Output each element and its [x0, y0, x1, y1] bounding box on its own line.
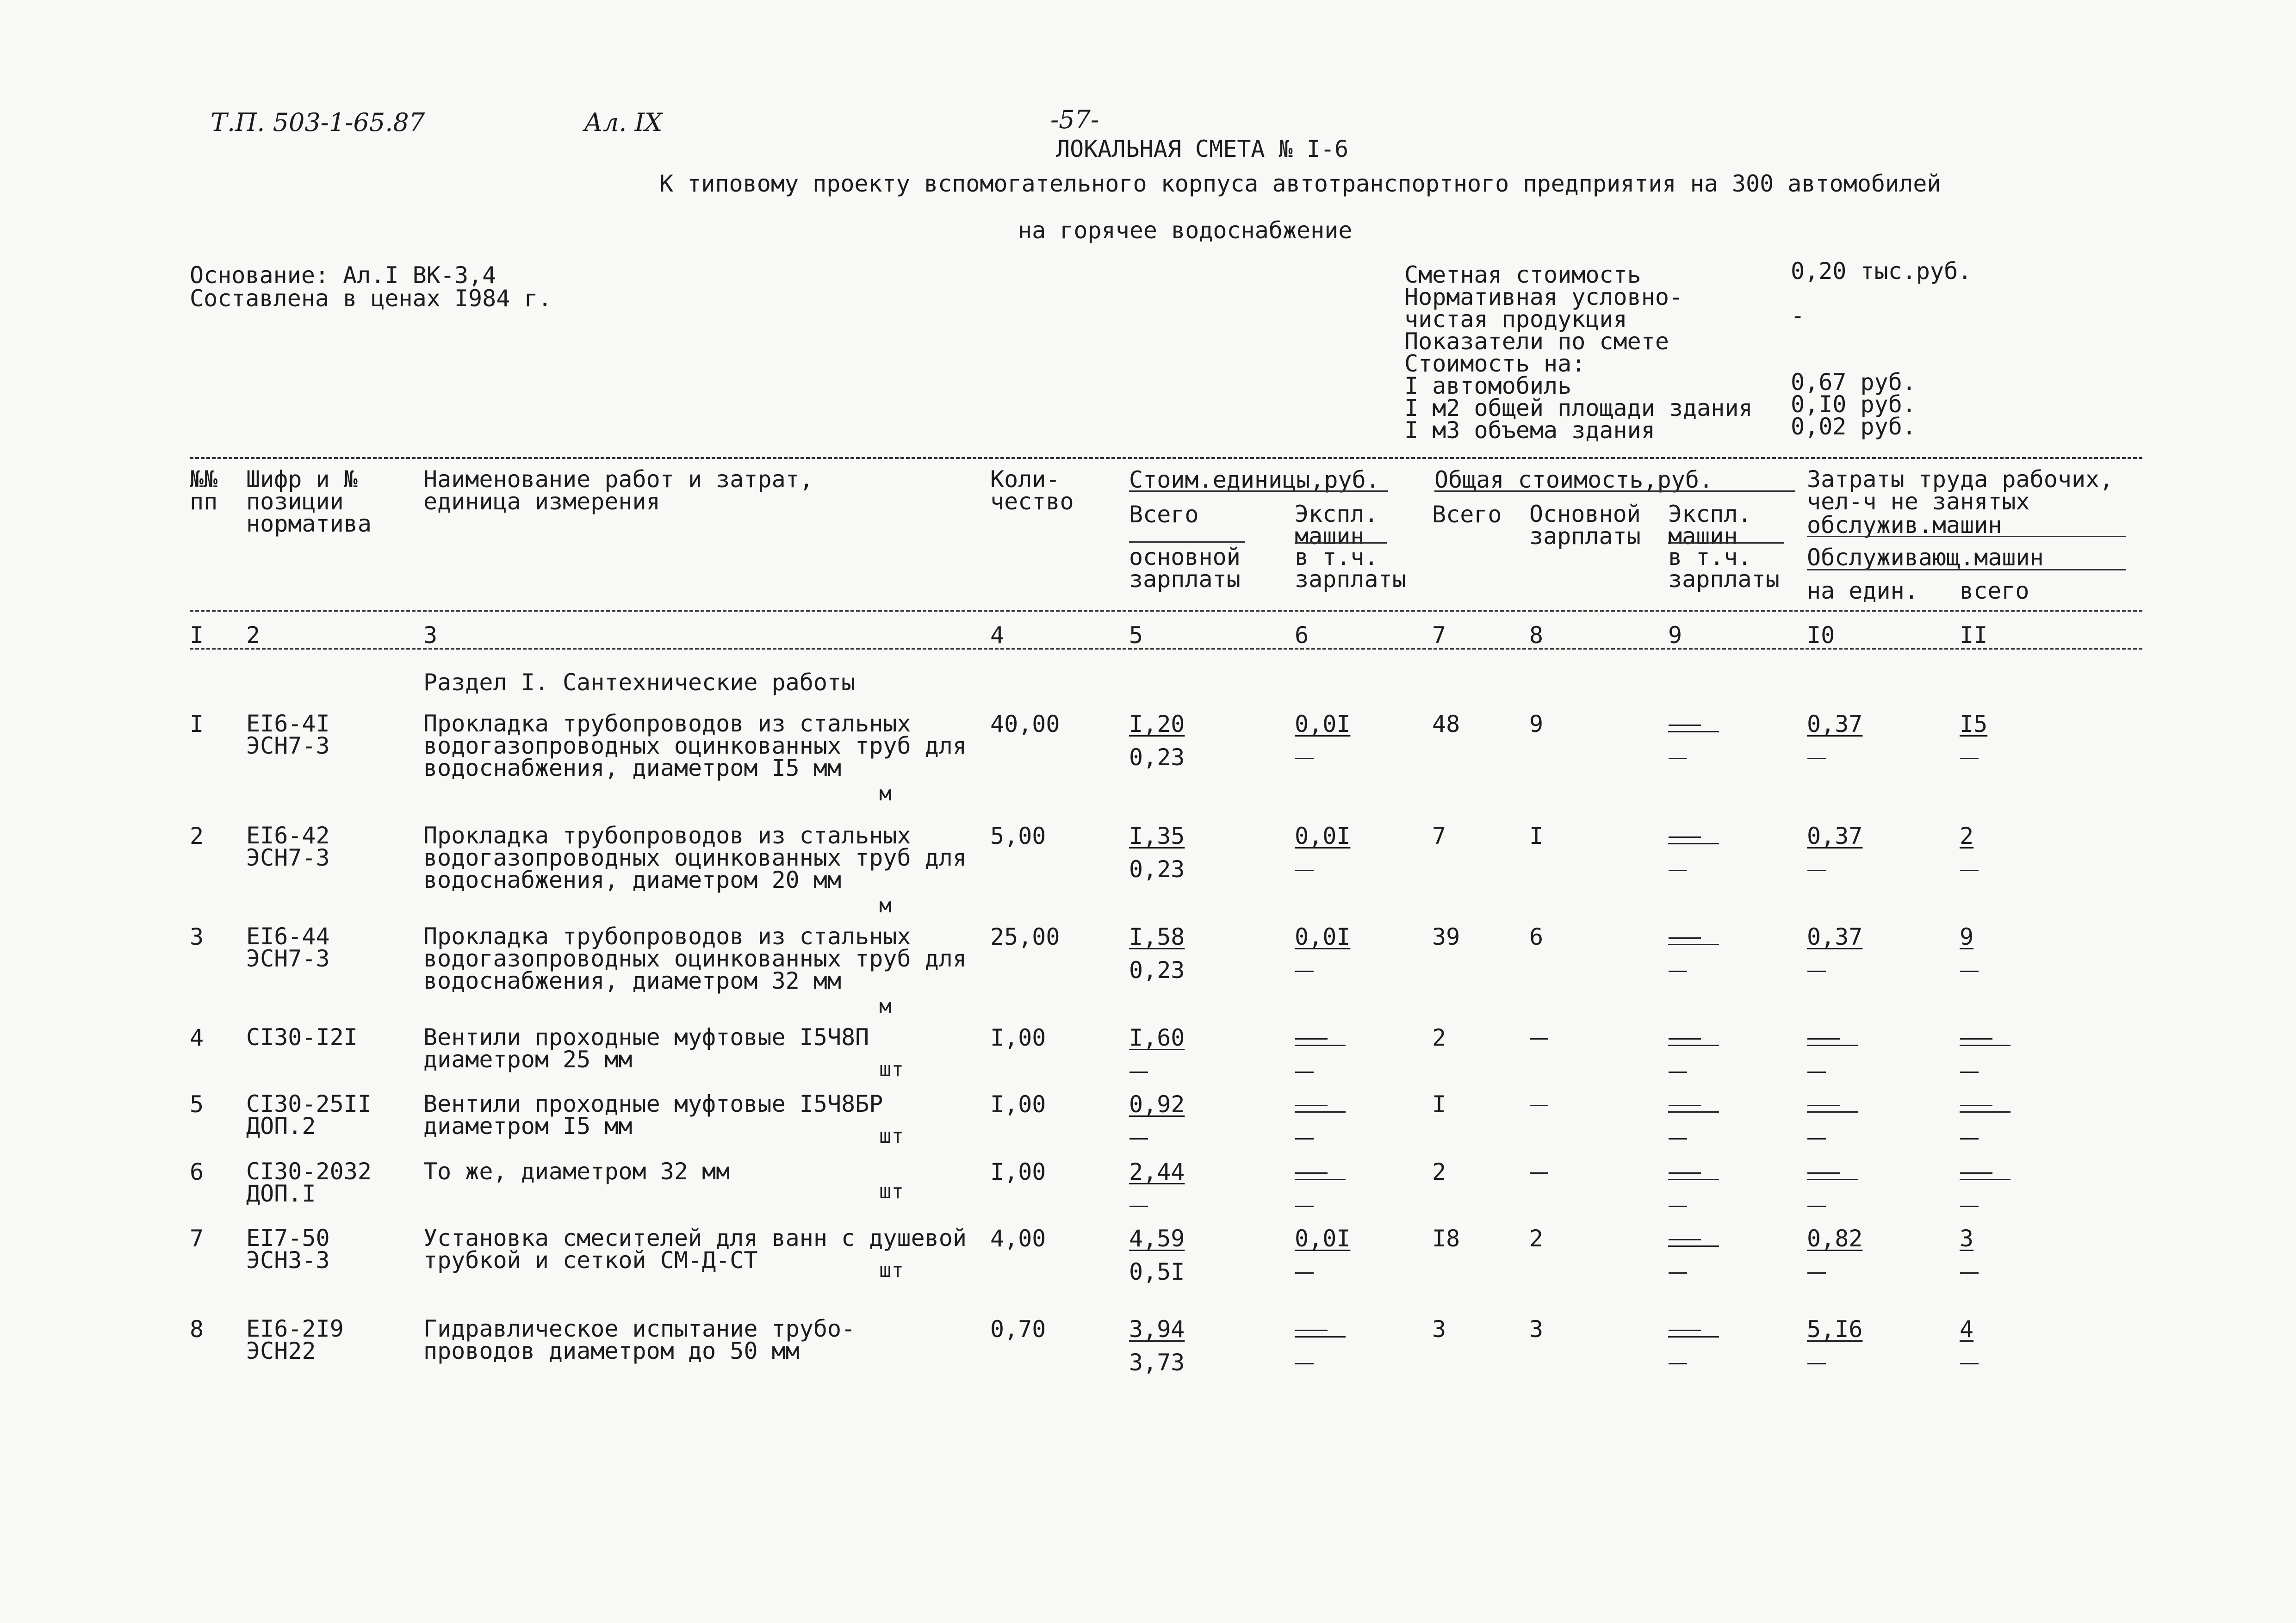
col-header-5-top: Всего — [1129, 501, 1199, 528]
row-norm-code: СI30-I2I — [246, 1024, 358, 1051]
row-number: 2 — [190, 823, 204, 849]
col-header-10: на един. — [1807, 577, 1918, 604]
row-unit-machine-cost — [1295, 1330, 1346, 1338]
dash-mark — [1295, 1206, 1314, 1207]
row-total-cost: 7 — [1432, 823, 1446, 849]
dash-mark — [1807, 971, 1826, 972]
row-unit-cost-wages — [1129, 1072, 1148, 1073]
dash-mark — [1295, 1072, 1314, 1073]
dash-mark — [1807, 1138, 1826, 1140]
row-total-machine-cost — [1668, 836, 1719, 844]
row-total-machine-wages — [1668, 971, 1687, 973]
row-total-machine-wages — [1668, 1206, 1687, 1208]
row-norm-code: СI30-2032 ДОП.I — [246, 1158, 372, 1207]
row-labor-per-unit: 0,37 — [1807, 711, 1863, 737]
unit-cost-underline — [1129, 490, 1388, 492]
col-number-3: 3 — [423, 622, 438, 649]
row-number: 8 — [190, 1316, 204, 1343]
fraction-line — [1807, 1179, 1858, 1180]
dash-mark — [1669, 1072, 1687, 1073]
row-total-cost: 2 — [1432, 1158, 1446, 1185]
row-unit-cost-total: 2,44 — [1129, 1158, 1185, 1185]
dash-mark — [1295, 1105, 1328, 1106]
dash-mark — [1530, 1172, 1548, 1174]
dash-mark — [1669, 1330, 1701, 1331]
row-labor-per-unit-machines — [1807, 1272, 1826, 1274]
row-total-wages: I — [1529, 823, 1544, 849]
row-labor-total: 3 — [1960, 1225, 1974, 1252]
row-total-cost: 2 — [1432, 1024, 1446, 1051]
row-quantity: 4,00 — [990, 1225, 1046, 1252]
row-unit-cost-wages: 0,5I — [1129, 1258, 1185, 1285]
row-labor-per-unit — [1807, 1105, 1858, 1113]
row-labor-total — [1960, 1105, 2011, 1113]
fraction-line — [1295, 1045, 1346, 1046]
dash-mark — [1669, 1105, 1701, 1106]
row-total-machine-cost — [1668, 1330, 1719, 1338]
row-total-machine-wages — [1668, 1272, 1687, 1274]
col-header-qty: Коли- чество — [990, 466, 1074, 515]
dash-mark — [1960, 1072, 1979, 1073]
row-work-name: Прокладка трубопроводов из стальных водогазопроводных оцинкованных труб для водоснабжения, диаметром 32 мм — [423, 923, 967, 994]
col-number-1: I — [190, 622, 204, 649]
row-unit: шт — [879, 1124, 904, 1148]
dash-mark — [1295, 971, 1314, 972]
row-labor-total-machines — [1960, 1206, 1979, 1208]
col-header-9-bottom: в т.ч. зарплаты — [1668, 544, 1780, 593]
row-labor-total-machines — [1960, 1363, 1979, 1365]
dash-mark — [1807, 1206, 1826, 1207]
row-work-name: То же, диаметром 32 мм — [423, 1158, 730, 1185]
row-unit-cost-wages — [1129, 1138, 1148, 1140]
row-total-machine-wages — [1668, 870, 1687, 872]
album-ref: Ал. IX — [584, 108, 663, 137]
col-header-6-top: Экспл. машин — [1295, 501, 1378, 550]
row-unit-machine-wages — [1295, 1206, 1314, 1208]
dash-mark — [1129, 1206, 1148, 1207]
fraction-line — [1668, 1179, 1719, 1180]
fraction-line — [1295, 1111, 1346, 1113]
row-work-name: Вентили проходные муфтовые I5Ч8П диаметром 25 мм — [423, 1024, 869, 1073]
row-total-machine-cost — [1668, 1172, 1719, 1180]
row-total-machine-cost — [1668, 937, 1719, 945]
row-quantity: 25,00 — [990, 923, 1060, 950]
col-number-11: II — [1960, 622, 1988, 649]
row-unit-cost-total: I,20 — [1129, 711, 1185, 737]
row-labor-total: 2 — [1960, 823, 1974, 849]
row-labor-total-machines — [1960, 1072, 1979, 1073]
row-quantity: 0,70 — [990, 1316, 1046, 1343]
row-total-wages — [1529, 1172, 1548, 1174]
col-number-2: 2 — [246, 622, 261, 649]
document-title: ЛОКАЛЬНАЯ СМЕТА № I-6 — [1056, 136, 1349, 162]
row-unit: шт — [879, 1058, 904, 1081]
row-unit-machine-cost: 0,0I — [1295, 923, 1351, 950]
dash-mark — [1295, 1272, 1314, 1274]
row-labor-per-unit: 0,37 — [1807, 923, 1863, 950]
row-total-machine-cost — [1668, 725, 1719, 732]
row-total-wages: 6 — [1529, 923, 1544, 950]
dash-mark — [1960, 758, 1979, 759]
dash-mark — [1669, 971, 1687, 972]
row-norm-code: ЕI6-2I9 ЭСН22 — [246, 1315, 344, 1364]
column-numbers-border — [190, 648, 2142, 650]
row-norm-code: СI30-25II ДОП.2 — [246, 1090, 372, 1140]
dash-mark — [1669, 1172, 1701, 1174]
col-number-4: 4 — [990, 622, 1005, 649]
row-unit: м — [879, 995, 892, 1018]
row-unit: м — [879, 782, 892, 805]
col-header-8: Основной зарплаты — [1529, 501, 1641, 550]
row-total-wages — [1529, 1038, 1548, 1040]
col-header-5-bottom: основной зарплаты — [1129, 544, 1241, 593]
total-cost-underline — [1434, 490, 1795, 492]
row-number: 4 — [190, 1024, 204, 1051]
labor-underline-1 — [1807, 536, 2126, 537]
col-header-code: Шифр и № позиции норматива — [246, 466, 372, 537]
fraction-line — [1295, 1336, 1346, 1338]
dash-mark — [1129, 1072, 1148, 1073]
row-unit-cost-wages: 3,73 — [1129, 1349, 1185, 1376]
row-total-cost: 39 — [1432, 923, 1460, 950]
row-labor-per-unit-machines — [1807, 1072, 1826, 1073]
dash-mark — [1669, 1363, 1687, 1364]
row-unit-cost-total: 4,59 — [1129, 1225, 1185, 1252]
dash-mark — [1295, 1038, 1328, 1040]
row-unit-cost-wages: 0,23 — [1129, 744, 1185, 771]
col-header-7: Всего — [1432, 501, 1502, 528]
dash-mark — [1669, 1038, 1701, 1040]
col-header-6-bottom: в т.ч. зарплаты — [1295, 544, 1406, 593]
dash-mark — [1295, 1172, 1328, 1174]
fraction-line — [1807, 1111, 1858, 1113]
dash-mark — [1669, 1239, 1701, 1240]
row-unit-cost-wages — [1129, 1206, 1148, 1208]
dash-mark — [1960, 971, 1979, 972]
fraction-line — [1960, 1111, 2011, 1113]
dash-mark — [1960, 1272, 1979, 1274]
row-total-cost: 48 — [1432, 711, 1460, 737]
dash-mark — [1530, 1038, 1548, 1040]
row-total-machine-cost — [1668, 1105, 1719, 1113]
dash-mark — [1960, 870, 1979, 871]
col-group-unit-cost: Стоим.единицы,руб. — [1129, 466, 1380, 493]
row-unit-machine-cost — [1295, 1038, 1346, 1046]
col-labor-sub: обслужив.машин — [1807, 512, 2002, 539]
row-number: 3 — [190, 923, 204, 950]
row-unit-cost-total: I,35 — [1129, 823, 1185, 849]
row-labor-per-unit — [1807, 1038, 1858, 1046]
dash-mark — [1129, 1138, 1148, 1140]
dash-mark — [1669, 725, 1701, 726]
col-header-9-top: Экспл. машин — [1668, 501, 1752, 550]
row-labor-per-unit: 0,82 — [1807, 1225, 1863, 1252]
dash-mark — [1807, 1272, 1826, 1274]
row-number: 5 — [190, 1091, 204, 1118]
dash-mark — [1669, 836, 1701, 838]
row-number: 6 — [190, 1158, 204, 1185]
row-labor-per-unit-machines — [1807, 870, 1826, 872]
row-unit-cost-total: I,58 — [1129, 923, 1185, 950]
dash-mark — [1807, 1072, 1826, 1073]
dash-mark — [1669, 1272, 1687, 1274]
row-unit-cost-wages: 0,23 — [1129, 957, 1185, 984]
dash-mark — [1295, 758, 1314, 759]
row-norm-code: ЕI6-42 ЭСН7-3 — [246, 822, 330, 871]
row-quantity: I,00 — [990, 1091, 1046, 1118]
row-work-name: Установка смесителей для ванн с душевой трубкой и сеткой СМ-Д-СТ — [423, 1225, 967, 1274]
row-unit-machine-cost: 0,0I — [1295, 823, 1351, 849]
fraction-line — [1295, 1179, 1346, 1180]
header-bottom-border — [190, 610, 2142, 612]
fraction-line — [1668, 843, 1719, 844]
row-unit-machine-wages — [1295, 758, 1314, 760]
dash-mark — [1807, 1105, 1840, 1106]
dash-mark — [1669, 1206, 1687, 1207]
row-unit: шт — [879, 1180, 904, 1203]
row-work-name: Гидравлическое испытание трубо- проводов диаметром до 50 мм — [423, 1315, 856, 1364]
fraction-line — [1807, 1045, 1858, 1046]
row-quantity: I,00 — [990, 1158, 1046, 1185]
labor-underline-2 — [1807, 569, 2126, 570]
row-norm-code: ЕI6-44 ЭСН7-3 — [246, 923, 330, 972]
row-total-machine-wages — [1668, 1072, 1687, 1073]
row-total-cost: 3 — [1432, 1316, 1446, 1343]
row-norm-code: ЕI7-50 ЭСН3-3 — [246, 1225, 330, 1274]
dash-mark — [1960, 1138, 1979, 1140]
fraction-line — [1960, 1045, 2011, 1046]
col-number-8: 8 — [1529, 622, 1544, 649]
row-unit-machine-wages — [1295, 1272, 1314, 1274]
dash-mark — [1807, 758, 1826, 759]
row-labor-per-unit-machines — [1807, 971, 1826, 973]
row-unit-machine-cost — [1295, 1172, 1346, 1180]
col-number-5: 5 — [1129, 622, 1143, 649]
row-work-name: Прокладка трубопроводов из стальных водогазопроводных оцинкованных труб для водоснабжения, диаметром 20 мм — [423, 822, 967, 893]
prices-year-line: Составлена в ценах I984 г. — [190, 285, 552, 312]
fraction-line — [1668, 1336, 1719, 1338]
row-labor-total — [1960, 1172, 2011, 1180]
row-unit-cost-total: 3,94 — [1129, 1316, 1185, 1343]
row-unit-cost-total: I,60 — [1129, 1024, 1185, 1051]
row-labor-total: I5 — [1960, 711, 1988, 737]
dash-mark — [1960, 1363, 1979, 1364]
col-number-9: 9 — [1668, 622, 1682, 649]
row-total-wages: 3 — [1529, 1316, 1544, 1343]
row-number: 7 — [190, 1225, 204, 1252]
row-labor-total — [1960, 1038, 2011, 1046]
dash-mark — [1295, 1363, 1314, 1364]
fraction-line — [1668, 944, 1719, 945]
row-labor-total-machines — [1960, 870, 1979, 872]
row-labor-total-machines — [1960, 1138, 1979, 1140]
document-subtitle-2: на горячее водоснабжение — [1018, 217, 1353, 244]
col-header-11: всего — [1960, 577, 2029, 604]
row-total-machine-wages — [1668, 1138, 1687, 1140]
row-total-machine-wages — [1668, 758, 1687, 760]
dash-mark — [1669, 937, 1701, 939]
dash-mark — [1295, 1138, 1314, 1140]
row-unit-cost-wages: 0,23 — [1129, 856, 1185, 883]
col-group-labor: Затраты труда рабочих, чел-ч не занятых — [1807, 466, 2114, 515]
row-work-name: Вентили проходные муфтовые I5Ч8БР диаметром I5 мм — [423, 1090, 883, 1140]
col-number-6: 6 — [1295, 622, 1309, 649]
document-subtitle: К типовому проекту вспомогательного корпуса автотранспортного предприятия на 300 автомобилей — [659, 170, 1941, 197]
dash-mark — [1960, 1172, 1992, 1174]
dash-mark — [1960, 1105, 1992, 1106]
summary-values: 0,20 тыс.руб. - 0,67 руб. 0,I0 руб. 0,02 руб. — [1791, 258, 1972, 440]
dash-mark — [1807, 870, 1826, 871]
row-unit-machine-cost: 0,0I — [1295, 1225, 1351, 1252]
row-labor-total-machines — [1960, 971, 1979, 973]
fraction-line — [1960, 1179, 2011, 1180]
col-number-7: 7 — [1432, 622, 1446, 649]
row-norm-code: ЕI6-4I ЭСН7-3 — [246, 710, 330, 759]
row-total-machine-cost — [1668, 1239, 1719, 1247]
row-total-wages: 9 — [1529, 711, 1544, 737]
dash-mark — [1960, 1206, 1979, 1207]
dash-mark — [1807, 1172, 1840, 1174]
row-labor-total-machines — [1960, 1272, 1979, 1274]
dash-mark — [1530, 1105, 1548, 1106]
row-total-wages: 2 — [1529, 1225, 1544, 1252]
basis-line: Основание: Ал.I ВК-3,4 — [190, 262, 496, 289]
row-unit-machine-wages — [1295, 1138, 1314, 1140]
row-unit-cost-total: 0,92 — [1129, 1091, 1185, 1118]
row-total-cost: I — [1432, 1091, 1446, 1118]
col-header-num: №№ пп — [190, 466, 218, 515]
fraction-line — [1668, 1045, 1719, 1046]
row-labor-per-unit: 0,37 — [1807, 823, 1863, 849]
col-header-name: Наименование работ и затрат, единица измерения — [423, 466, 813, 515]
row-quantity: I,00 — [990, 1024, 1046, 1051]
row-total-wages — [1529, 1105, 1548, 1107]
row-unit-machine-wages — [1295, 870, 1314, 872]
row-labor-per-unit-machines — [1807, 1138, 1826, 1140]
table-top-border — [190, 457, 2142, 459]
doc-code: Т.П. 503-1-65.87 — [211, 108, 425, 137]
row-labor-per-unit-machines — [1807, 1363, 1826, 1365]
fraction-line — [1668, 731, 1719, 732]
row-labor-per-unit-machines — [1807, 758, 1826, 760]
row-quantity: 5,00 — [990, 823, 1046, 849]
col5-header-divider — [1129, 541, 1245, 543]
row-unit-machine-cost — [1295, 1105, 1346, 1113]
col-number-10: I0 — [1807, 622, 1835, 649]
row-unit-machine-wages — [1295, 1072, 1314, 1073]
row-total-machine-wages — [1668, 1363, 1687, 1365]
dash-mark — [1295, 870, 1314, 871]
dash-mark — [1807, 1363, 1826, 1364]
fraction-line — [1668, 1245, 1719, 1247]
row-labor-per-unit — [1807, 1172, 1858, 1180]
page-number: -57- — [1050, 105, 1099, 134]
row-unit-machine-wages — [1295, 971, 1314, 973]
dash-mark — [1669, 1138, 1687, 1140]
dash-mark — [1807, 1038, 1840, 1040]
fraction-line — [1668, 1111, 1719, 1113]
row-total-machine-cost — [1668, 1038, 1719, 1046]
row-work-name: Прокладка трубопроводов из стальных водогазопроводных оцинкованных труб для водоснабжения, диаметром I5 мм — [423, 710, 967, 781]
dash-mark — [1295, 1330, 1328, 1331]
row-unit-machine-cost: 0,0I — [1295, 711, 1351, 737]
row-unit-machine-wages — [1295, 1363, 1314, 1365]
row-total-cost: I8 — [1432, 1225, 1460, 1252]
row-labor-total-machines — [1960, 758, 1979, 760]
row-labor-per-unit: 5,I6 — [1807, 1316, 1863, 1343]
row-labor-per-unit-machines — [1807, 1206, 1826, 1208]
row-unit: м — [879, 894, 892, 917]
row-unit: шт — [879, 1258, 904, 1282]
col-labor-sub-2: Обслуживающ.машин — [1807, 544, 2044, 571]
section-title: Раздел I. Сантехнические работы — [423, 669, 856, 696]
summary-labels: Сметная стоимость Нормативная условно- чистая продукция Показатели по смете Стоимость на: I автомобиль I м2 общей площади здания I м3 объема здания — [1404, 261, 1753, 444]
row-labor-total: 9 — [1960, 923, 1974, 950]
row-number: I — [190, 711, 204, 737]
row-labor-total: 4 — [1960, 1316, 1974, 1343]
dash-mark — [1669, 758, 1687, 759]
col-group-total-cost: Общая стоимость,руб. — [1434, 466, 1713, 493]
row-quantity: 40,00 — [990, 711, 1060, 737]
dash-mark — [1960, 1038, 1992, 1040]
dash-mark — [1669, 870, 1687, 871]
